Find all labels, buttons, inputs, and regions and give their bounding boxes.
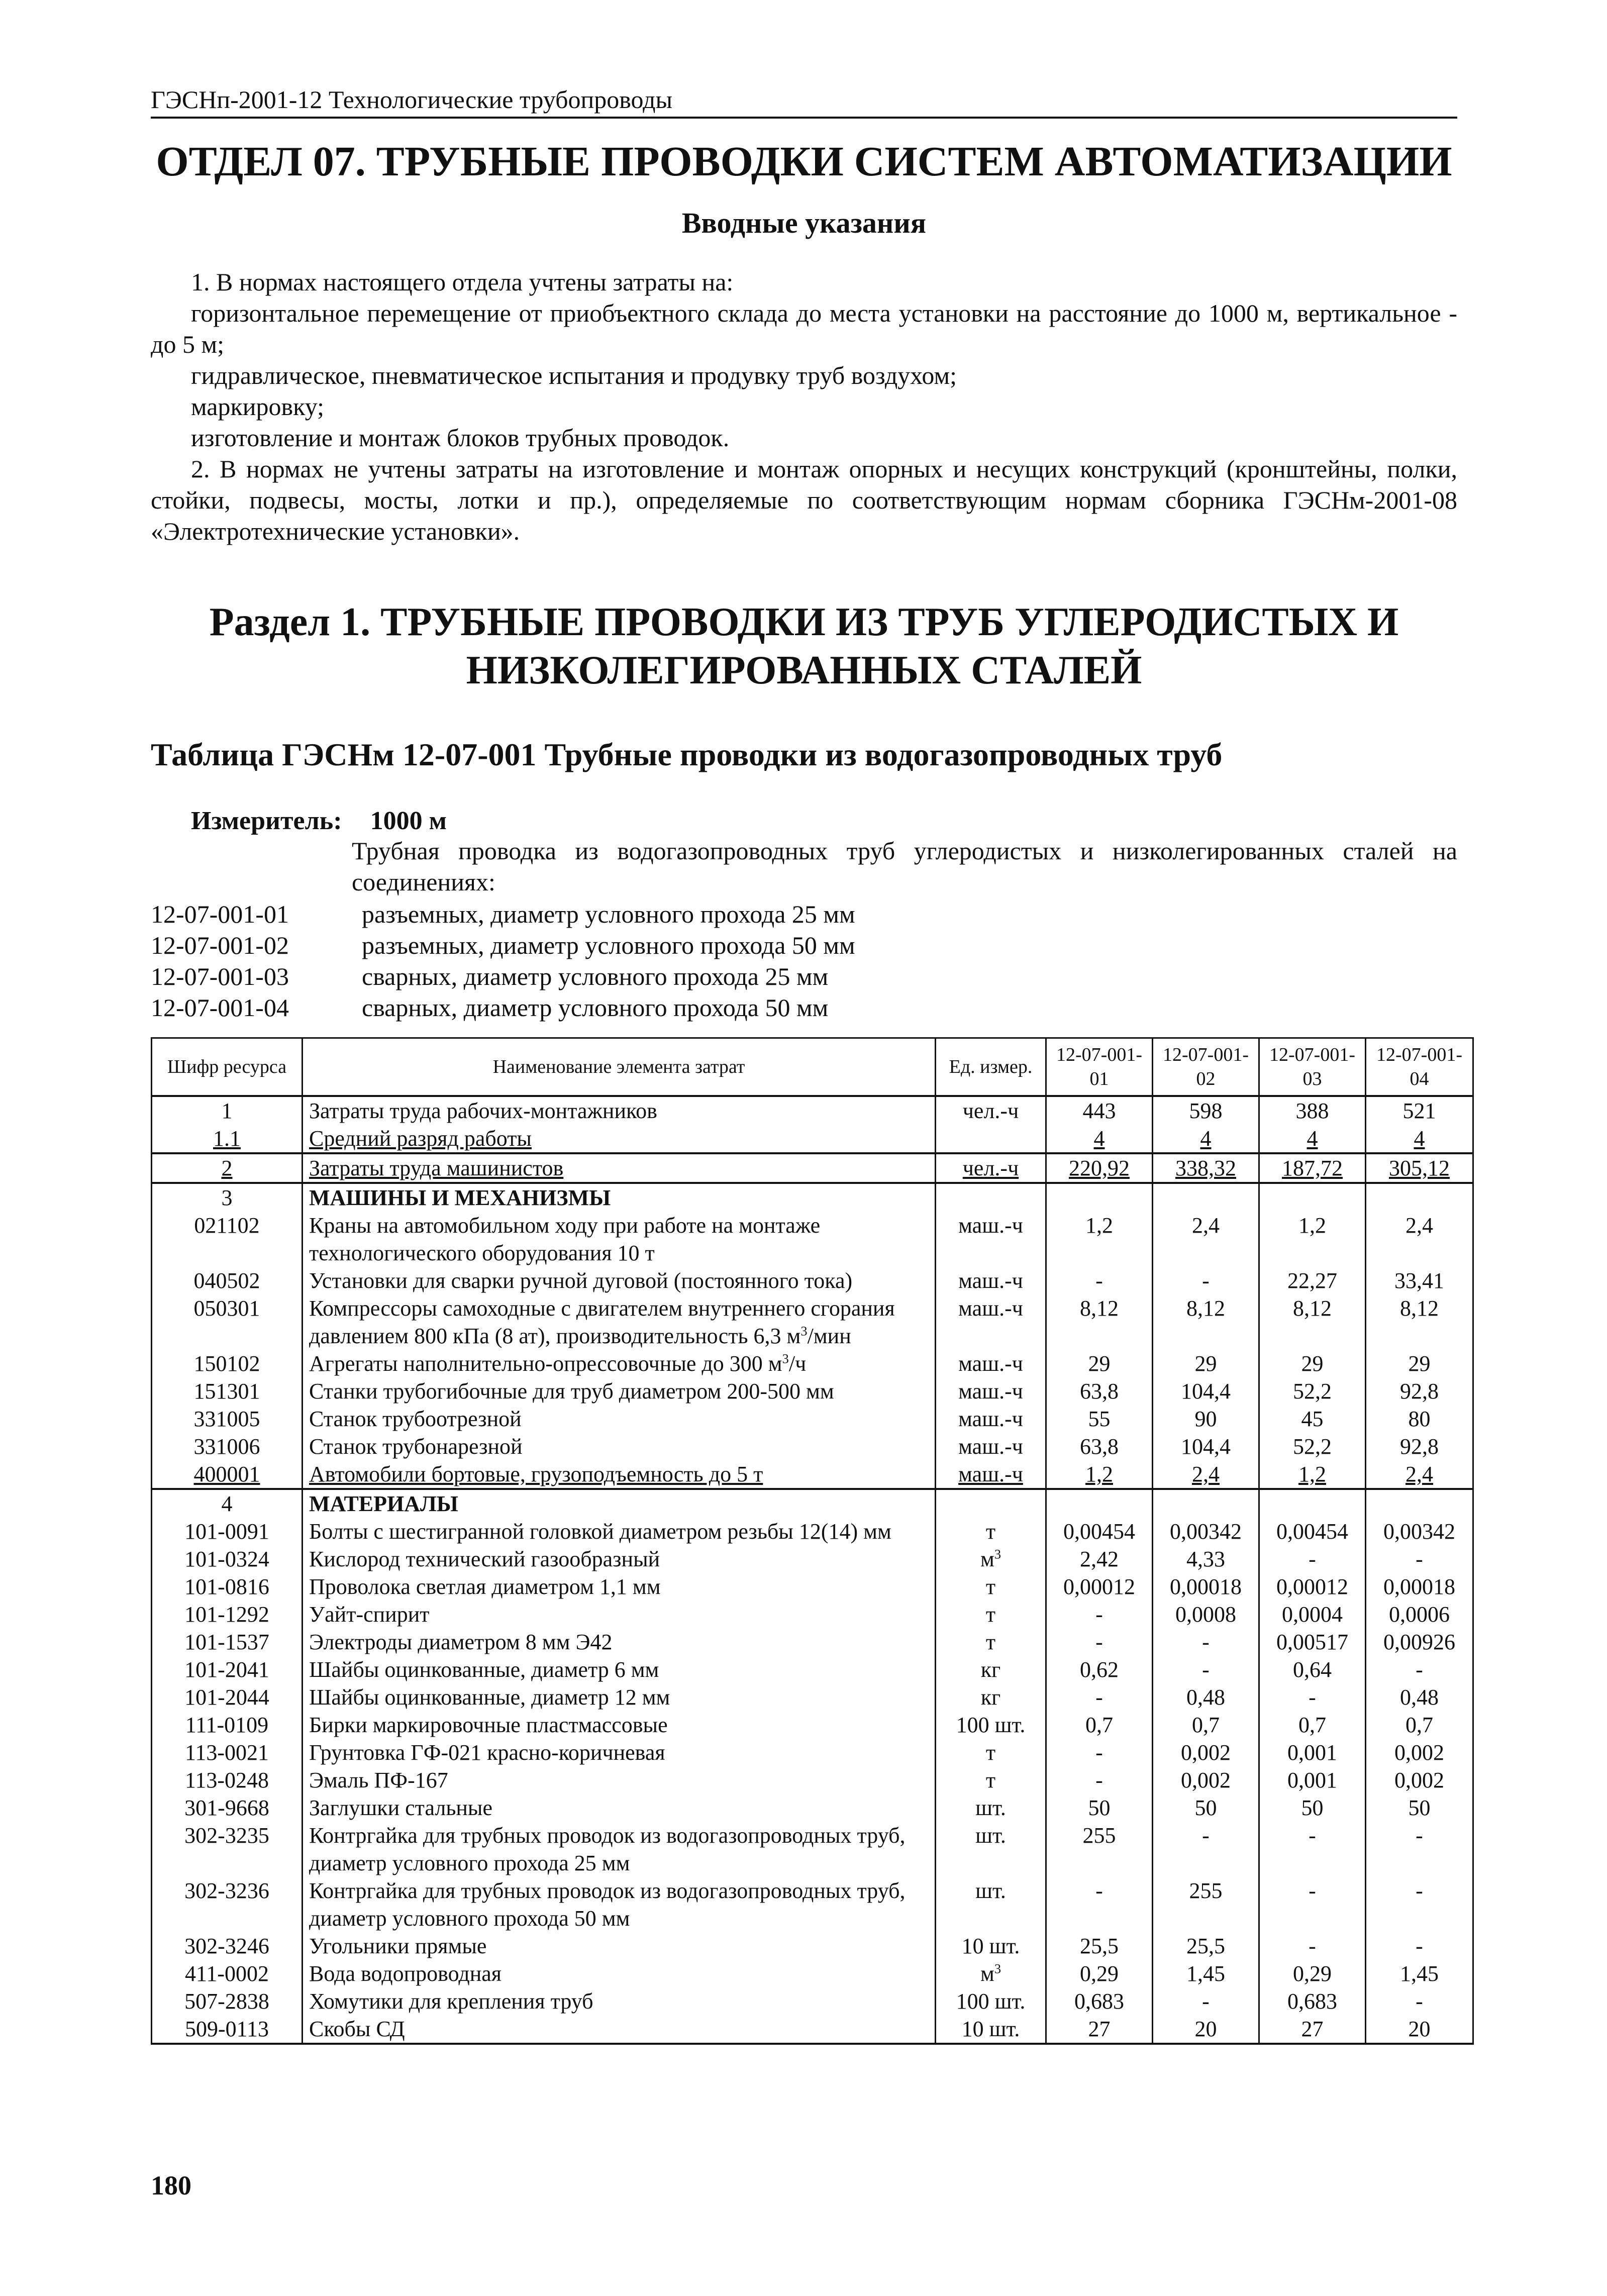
norm-value-cell: 63,8 xyxy=(1046,1433,1153,1460)
resource-code-cell: 151301 xyxy=(152,1377,303,1405)
cost-element-name-cell: Бирки маркировочные пластмассовые xyxy=(303,1711,936,1739)
resource-code-cell: 331006 xyxy=(152,1433,303,1460)
table-row xyxy=(152,1739,1473,1766)
intro-paragraph: гидравлическое, пневматическое испытания и продувку труб воздухом; xyxy=(191,361,957,389)
norm-value-cell: 0,00454 xyxy=(1046,1518,1153,1545)
cost-element-name-cell: Агрегаты наполнительно-опрессовочные до 300 $м^3/ч$ xyxy=(303,1350,936,1377)
norm-value-cell: - xyxy=(1153,1628,1259,1656)
norm-code-row: 12-07-001-04 сварных, диаметр условного прохода 50 мм xyxy=(151,993,829,1022)
norm-value-cell: 0,002 xyxy=(1366,1766,1473,1794)
table-row xyxy=(152,1350,1473,1377)
cost-element-name-cell: Шайбы оцинкованные, диаметр 6 мм xyxy=(303,1656,936,1683)
unit-cell xyxy=(936,1489,1046,1518)
unit-cell: т xyxy=(936,1739,1046,1766)
table-row xyxy=(152,1545,1473,1573)
norm-value-cell: 4 xyxy=(1259,1125,1366,1153)
unit-cell: чел.-ч xyxy=(936,1153,1046,1183)
cost-element-name-cell: МАШИНЫ И МЕХАНИЗМЫ xyxy=(303,1183,936,1212)
cost-element-name-cell: Контргайка для трубных проводок из водогазопроводных труб, диаметр условного прохода 50 мм xyxy=(303,1877,936,1932)
resource-code-cell: 040502 xyxy=(152,1267,303,1294)
norm-description: Трубная проводка из водогазопроводных труб углеродистых и низколегированных сталей на соединениях: xyxy=(352,837,1457,896)
measure-label: Измеритель: xyxy=(191,807,342,835)
measure xyxy=(191,805,447,837)
resource-code-cell: 101-1537 xyxy=(152,1628,303,1656)
norm-value-cell: 443 xyxy=(1046,1096,1153,1125)
norm-value-cell xyxy=(1046,1489,1153,1518)
cost-element-name-cell: Заглушки стальные xyxy=(303,1794,936,1822)
unit-cell: т xyxy=(936,1628,1046,1656)
col-header-norm: 12-07-001-01 xyxy=(1046,1038,1153,1096)
norm-value-cell: 187,72 xyxy=(1259,1153,1366,1183)
resource-code-cell: 4 xyxy=(152,1489,303,1518)
norm-value-cell xyxy=(1259,1489,1366,1518)
norm-value-cell: 0,48 xyxy=(1153,1683,1259,1711)
norm-value-cell: 255 xyxy=(1153,1877,1259,1932)
norm-value-cell: 0,64 xyxy=(1259,1656,1366,1683)
norm-value-cell: 45 xyxy=(1259,1405,1366,1433)
resource-code-cell: 331005 xyxy=(152,1405,303,1433)
norm-value-cell: 0,683 xyxy=(1259,1987,1366,2015)
resource-code-cell: 150102 xyxy=(152,1350,303,1377)
table-row xyxy=(152,1405,1473,1433)
norm-value-cell: 29 xyxy=(1046,1350,1153,1377)
norm-value-cell: - xyxy=(1366,1877,1473,1932)
norm-value-cell: 255 xyxy=(1046,1822,1153,1877)
norm-value-cell: 50 xyxy=(1366,1794,1473,1822)
norm-value-cell: 27 xyxy=(1046,2015,1153,2044)
norm-value-cell: 29 xyxy=(1153,1350,1259,1377)
norm-value-cell: 1,2 xyxy=(1046,1460,1153,1489)
cost-element-name-cell: Станок трубонарезной xyxy=(303,1433,936,1460)
cost-element-name-cell: Проволока светлая диаметром 1,1 мм xyxy=(303,1573,936,1601)
unit-cell xyxy=(936,1183,1046,1212)
table-row xyxy=(152,1987,1473,2015)
measure-value: 1000 м xyxy=(370,807,447,835)
norm-value-cell: 0,683 xyxy=(1046,1987,1153,2015)
norm-value-cell: 0,00454 xyxy=(1259,1518,1366,1545)
running-head: ГЭСНп-2001-12 Технологические трубопроводы xyxy=(151,85,673,114)
table-row xyxy=(152,1683,1473,1711)
norm-value-cell: 0,00018 xyxy=(1153,1573,1259,1601)
norm-value-cell: 338,32 xyxy=(1153,1153,1259,1183)
table-row xyxy=(152,1212,1473,1267)
unit-cell: маш.-ч xyxy=(936,1294,1046,1350)
norm-value-cell: - xyxy=(1046,1683,1153,1711)
table-row xyxy=(152,1794,1473,1822)
cost-element-name-cell: Станки трубогибочные для труб диаметром 200-500 мм xyxy=(303,1377,936,1405)
norm-value-cell xyxy=(1153,1183,1259,1212)
cost-element-name-cell: Шайбы оцинкованные, диаметр 12 мм xyxy=(303,1683,936,1711)
norm-value-cell: - xyxy=(1046,1628,1153,1656)
unit-cell: маш.-ч xyxy=(936,1212,1046,1267)
norm-value-cell: 0,002 xyxy=(1153,1766,1259,1794)
norm-value-cell: 27 xyxy=(1259,2015,1366,2044)
norm-value-cell: - xyxy=(1153,1987,1259,2015)
norm-value-cell: 0,0004 xyxy=(1259,1601,1366,1628)
norm-value-cell: 220,92 xyxy=(1046,1153,1153,1183)
table-row xyxy=(152,1460,1473,1489)
norm-value-cell: 1,45 xyxy=(1153,1960,1259,1987)
norm-value-cell: 8,12 xyxy=(1046,1294,1153,1350)
norm-value-cell: 80 xyxy=(1366,1405,1473,1433)
norm-value-cell: 0,29 xyxy=(1259,1960,1366,1987)
norm-value-cell: - xyxy=(1046,1267,1153,1294)
page-number: 180 xyxy=(151,2170,191,2201)
table-row xyxy=(152,1377,1473,1405)
resource-code-cell: 113-0248 xyxy=(152,1766,303,1794)
cost-element-name-cell: Угольники прямые xyxy=(303,1932,936,1960)
norm-value-cell: 4 xyxy=(1366,1125,1473,1153)
norm-value-cell: 0,001 xyxy=(1259,1766,1366,1794)
table-row xyxy=(152,1125,1473,1153)
unit-cell: маш.-ч xyxy=(936,1433,1046,1460)
norm-value-cell: - xyxy=(1259,1683,1366,1711)
norm-value-cell: - xyxy=(1153,1656,1259,1683)
table-row xyxy=(152,1656,1473,1683)
resource-code-cell: 050301 xyxy=(152,1294,303,1350)
col-header-unit: Ед. измер. xyxy=(936,1038,1046,1096)
cost-element-name-cell: Станок трубоотрезной xyxy=(303,1405,936,1433)
section-title: Раздел 1. ТРУБНЫЕ ПРОВОДКИ ИЗ ТРУБ УГЛЕРОДИСТЫХ И НИЗКОЛЕГИРОВАННЫХ СТАЛЕЙ xyxy=(209,600,1399,692)
intro-text xyxy=(151,266,1457,547)
norm-value-cell: - xyxy=(1046,1877,1153,1932)
unit-cell: кг xyxy=(936,1656,1046,1683)
unit-cell: 10 шт. xyxy=(936,2015,1046,2044)
norm-value-cell: 305,12 xyxy=(1366,1153,1473,1183)
resource-code-cell: 1 xyxy=(152,1096,303,1125)
norm-value-cell xyxy=(1153,1489,1259,1518)
norm-value-cell: - xyxy=(1366,1656,1473,1683)
unit-cell: 100 шт. xyxy=(936,1711,1046,1739)
norm-value-cell: 521 xyxy=(1366,1096,1473,1125)
cost-element-name-cell: Скобы СД xyxy=(303,2015,936,2044)
resource-code-cell: 101-0324 xyxy=(152,1545,303,1573)
norm-value-cell: 0,48 xyxy=(1366,1683,1473,1711)
table-row xyxy=(152,1518,1473,1545)
table-row xyxy=(152,1489,1473,1518)
cost-element-name-cell: Краны на автомобильном ходу при работе на монтаже технологического оборудования 10 т xyxy=(303,1212,936,1267)
table-row xyxy=(152,1628,1473,1656)
norm-value-cell: - xyxy=(1366,1932,1473,1960)
norm-value-cell: - xyxy=(1046,1601,1153,1628)
intro-paragraph: 1. В нормах настоящего отдела учтены затраты на: xyxy=(191,268,734,296)
norm-value-cell: 0,00517 xyxy=(1259,1628,1366,1656)
unit-cell xyxy=(936,1125,1046,1153)
col-header-name: Наименование элемента затрат xyxy=(303,1038,936,1096)
resource-code-cell: 3 xyxy=(152,1183,303,1212)
cost-element-name-cell: МАТЕРИАЛЫ xyxy=(303,1489,936,1518)
unit-cell: т xyxy=(936,1573,1046,1601)
norm-value-cell xyxy=(1259,1183,1366,1212)
norm-value-cell: - xyxy=(1153,1267,1259,1294)
norm-value-cell: 0,00018 xyxy=(1366,1573,1473,1601)
norm-value-cell: - xyxy=(1366,1822,1473,1877)
resource-code-cell: 111-0109 xyxy=(152,1711,303,1739)
norm-value-cell: 1,2 xyxy=(1259,1460,1366,1489)
norm-value-cell: 8,12 xyxy=(1259,1294,1366,1350)
table-row xyxy=(152,1573,1473,1601)
resource-code-cell: 507-2838 xyxy=(152,1987,303,2015)
table-row xyxy=(152,1096,1473,1125)
norm-value-cell: 90 xyxy=(1153,1405,1259,1433)
norm-value-cell: 0,00012 xyxy=(1259,1573,1366,1601)
norm-value-cell: 0,00342 xyxy=(1366,1518,1473,1545)
cost-element-name-cell: Установки для сварки ручной дуговой (постоянного тока) xyxy=(303,1267,936,1294)
norm-value-cell: 25,5 xyxy=(1046,1932,1153,1960)
norm-code-row: 12-07-001-03 сварных, диаметр условного прохода 25 мм xyxy=(151,962,829,990)
resource-code-cell: 2 xyxy=(152,1153,303,1183)
table-row xyxy=(152,1601,1473,1628)
resource-code-cell: 113-0021 xyxy=(152,1739,303,1766)
cost-element-name-cell: Кислород технический газообразный xyxy=(303,1545,936,1573)
table-row xyxy=(152,1294,1473,1350)
unit-cell: маш.-ч xyxy=(936,1405,1046,1433)
cost-element-name-cell: Контргайка для трубных проводок из водогазопроводных труб, диаметр условного прохода 25 мм xyxy=(303,1822,936,1877)
unit-cell: $м^3$ xyxy=(936,1960,1046,1987)
norm-value-cell: 2,4 xyxy=(1153,1460,1259,1489)
unit-cell: т xyxy=(936,1518,1046,1545)
norm-value-cell xyxy=(1046,1183,1153,1212)
norm-codes-list xyxy=(151,899,1457,1023)
resource-code-cell: 302-3236 xyxy=(152,1877,303,1932)
norm-value-cell: 8,12 xyxy=(1366,1294,1473,1350)
table-row xyxy=(152,1766,1473,1794)
norm-value-cell: 63,8 xyxy=(1046,1377,1153,1405)
resource-code-cell: 101-0816 xyxy=(152,1573,303,1601)
col-header-norm: 12-07-001-03 xyxy=(1259,1038,1366,1096)
resource-code-cell: 302-3246 xyxy=(152,1932,303,1960)
cost-element-name-cell: Компрессоры самоходные с двигателем внутреннего сгорания давлением 800 кПа (8 ат), производительность 6,3 $м^3$/мин xyxy=(303,1294,936,1350)
norm-value-cell: 92,8 xyxy=(1366,1433,1473,1460)
norm-value-cell: 20 xyxy=(1153,2015,1259,2044)
norm-value-cell: 50 xyxy=(1153,1794,1259,1822)
cost-element-name-cell: Затраты труда рабочих-монтажников xyxy=(303,1096,936,1125)
norm-value-cell: 2,4 xyxy=(1366,1460,1473,1489)
col-header-norm: 12-07-001-04 xyxy=(1366,1038,1473,1096)
norm-value-cell: 1,2 xyxy=(1259,1212,1366,1267)
cost-element-name-cell: Уайт-спирит xyxy=(303,1601,936,1628)
resource-code-cell: 1.1 xyxy=(152,1125,303,1153)
norm-value-cell: 0,002 xyxy=(1153,1739,1259,1766)
table-header-row xyxy=(152,1038,1473,1096)
cost-element-name-cell: Хомутики для крепления труб xyxy=(303,1987,936,2015)
norm-value-cell: 1,45 xyxy=(1366,1960,1473,1987)
table-row xyxy=(152,1183,1473,1212)
unit-cell: 100 шт. xyxy=(936,1987,1046,2015)
norm-value-cell: 52,2 xyxy=(1259,1433,1366,1460)
table-row xyxy=(152,2015,1473,2044)
norm-value-cell: - xyxy=(1366,1545,1473,1573)
norm-value-cell: 0,00012 xyxy=(1046,1573,1153,1601)
cost-element-name-cell: Болты с шестигранной головкой диаметром резьбы 12(14) мм xyxy=(303,1518,936,1545)
intro-paragraph: маркировку; xyxy=(191,392,324,421)
norm-value-cell: 25,5 xyxy=(1153,1932,1259,1960)
norm-value-cell xyxy=(1366,1183,1473,1212)
table-body xyxy=(152,1096,1473,2044)
norm-code-row: 12-07-001-01 разъемных, диаметр условного прохода 25 мм xyxy=(151,900,855,928)
norm-value-cell: 2,42 xyxy=(1046,1545,1153,1573)
norm-value-cell: 598 xyxy=(1153,1096,1259,1125)
norm-value-cell: 2,4 xyxy=(1366,1212,1473,1267)
col-header-code: Шифр ресурса xyxy=(152,1038,303,1096)
unit-cell: шт. xyxy=(936,1794,1046,1822)
table-row xyxy=(152,1932,1473,1960)
norm-value-cell: 0,62 xyxy=(1046,1656,1153,1683)
norm-value-cell: 33,41 xyxy=(1366,1267,1473,1294)
norm-value-cell: - xyxy=(1366,1987,1473,2015)
resource-code-cell: 101-1292 xyxy=(152,1601,303,1628)
table-row xyxy=(152,1711,1473,1739)
cost-element-name-cell: Средний разряд работы xyxy=(303,1125,936,1153)
resource-code-cell: 101-2044 xyxy=(152,1683,303,1711)
table-row xyxy=(152,1153,1473,1183)
norm-value-cell: 0,7 xyxy=(1259,1711,1366,1739)
norm-value-cell: 0,00926 xyxy=(1366,1628,1473,1656)
resource-code-cell: 411-0002 xyxy=(152,1960,303,1987)
cost-element-name-cell: Эмаль ПФ-167 xyxy=(303,1766,936,1794)
table-row xyxy=(152,1433,1473,1460)
norm-value-cell: 4,33 xyxy=(1153,1545,1259,1573)
cost-element-name-cell: Вода водопроводная xyxy=(303,1960,936,1987)
resource-code-cell: 302-3235 xyxy=(152,1822,303,1877)
unit-cell: чел.-ч xyxy=(936,1096,1046,1125)
norm-value-cell: - xyxy=(1259,1545,1366,1573)
norms-table xyxy=(151,1037,1474,2045)
unit-cell: $м^3$ xyxy=(936,1545,1046,1573)
norm-value-cell: 0,7 xyxy=(1153,1711,1259,1739)
unit-cell: кг xyxy=(936,1683,1046,1711)
norm-value-cell: - xyxy=(1046,1766,1153,1794)
norm-value-cell: - xyxy=(1259,1822,1366,1877)
unit-cell: шт. xyxy=(936,1822,1046,1877)
norm-value-cell: 50 xyxy=(1046,1794,1153,1822)
intro-paragraph: горизонтальное перемещение от приобъектного склада до места установки на расстояние до 1000 м, вертикальное - до 5 м; xyxy=(151,299,1457,358)
unit-cell: маш.-ч xyxy=(936,1350,1046,1377)
resource-code-cell: 400001 xyxy=(152,1460,303,1489)
table-row xyxy=(152,1267,1473,1294)
unit-cell: т xyxy=(936,1766,1046,1794)
norm-value-cell: 55 xyxy=(1046,1405,1153,1433)
norm-value-cell: 29 xyxy=(1259,1350,1366,1377)
norm-value-cell: 0,001 xyxy=(1259,1739,1366,1766)
unit-cell: маш.-ч xyxy=(936,1267,1046,1294)
unit-cell: шт. xyxy=(936,1877,1046,1932)
norm-value-cell: 22,27 xyxy=(1259,1267,1366,1294)
norm-value-cell: 0,0006 xyxy=(1366,1601,1473,1628)
header-rule xyxy=(151,117,1457,119)
norm-value-cell: 20 xyxy=(1366,2015,1473,2044)
intro-paragraph: изготовление и монтаж блоков трубных проводок. xyxy=(191,424,730,452)
norm-value-cell: 92,8 xyxy=(1366,1377,1473,1405)
cost-element-name-cell: Автомобили бортовые, грузоподъемность до 5 т xyxy=(303,1460,936,1489)
norm-value-cell: 0,0008 xyxy=(1153,1601,1259,1628)
norm-value-cell: 0,7 xyxy=(1046,1711,1153,1739)
intro-paragraph: 2. В нормах не учтены затраты на изготовление и монтаж опорных и несущих конструкций (кронштейны, полки, стойки, подвесы, мосты, лотки и пр.), определяемые по соответствующим нормам сборника ГЭСНм-2001-08 «Электротехнические установки». xyxy=(151,455,1457,545)
norm-value-cell: 52,2 xyxy=(1259,1377,1366,1405)
department-title: ОТДЕЛ 07. ТРУБНЫЕ ПРОВОДКИ СИСТЕМ АВТОМАТИЗАЦИИ xyxy=(156,138,1452,185)
resource-code-cell: 101-0091 xyxy=(152,1518,303,1545)
col-header-norm: 12-07-001-02 xyxy=(1153,1038,1259,1096)
norm-value-cell: 104,4 xyxy=(1153,1377,1259,1405)
norm-value-cell: - xyxy=(1046,1739,1153,1766)
norm-value-cell: 4 xyxy=(1153,1125,1259,1153)
norm-value-cell: - xyxy=(1153,1822,1259,1877)
resource-code-cell: 021102 xyxy=(152,1212,303,1267)
norm-value-cell: 1,2 xyxy=(1046,1212,1153,1267)
resource-code-cell: 101-2041 xyxy=(152,1656,303,1683)
norm-value-cell: 0,00342 xyxy=(1153,1518,1259,1545)
norm-value-cell: 29 xyxy=(1366,1350,1473,1377)
unit-cell: маш.-ч xyxy=(936,1460,1046,1489)
cost-element-name-cell: Затраты труда машинистов xyxy=(303,1153,936,1183)
norm-value-cell: 50 xyxy=(1259,1794,1366,1822)
unit-cell: маш.-ч xyxy=(936,1377,1046,1405)
norm-value-cell: 0,002 xyxy=(1366,1739,1473,1766)
norm-value-cell: 4 xyxy=(1046,1125,1153,1153)
norm-value-cell: - xyxy=(1259,1877,1366,1932)
table-title: Таблица ГЭСНм 12-07-001 Трубные проводки из водогазопроводных труб xyxy=(151,737,1223,772)
norm-value-cell: 388 xyxy=(1259,1096,1366,1125)
unit-cell: т xyxy=(936,1601,1046,1628)
table-row xyxy=(152,1822,1473,1877)
cost-element-name-cell: Грунтовка ГФ-021 красно-коричневая xyxy=(303,1739,936,1766)
unit-cell: 10 шт. xyxy=(936,1932,1046,1960)
norm-value-cell: 8,12 xyxy=(1153,1294,1259,1350)
norm-value-cell: 0,7 xyxy=(1366,1711,1473,1739)
resource-code-cell: 301-9668 xyxy=(152,1794,303,1822)
intro-title: Вводные указания xyxy=(681,207,927,239)
table-row xyxy=(152,1960,1473,1987)
norm-value-cell: 2,4 xyxy=(1153,1212,1259,1267)
norm-value-cell: - xyxy=(1259,1932,1366,1960)
norm-code-row: 12-07-001-02 разъемных, диаметр условного прохода 50 мм xyxy=(151,931,855,959)
norm-value-cell: 104,4 xyxy=(1153,1433,1259,1460)
resource-code-cell: 509-0113 xyxy=(152,2015,303,2044)
cost-element-name-cell: Электроды диаметром 8 мм Э42 xyxy=(303,1628,936,1656)
norm-value-cell: 0,29 xyxy=(1046,1960,1153,1987)
norm-value-cell xyxy=(1366,1489,1473,1518)
table-row xyxy=(152,1877,1473,1932)
